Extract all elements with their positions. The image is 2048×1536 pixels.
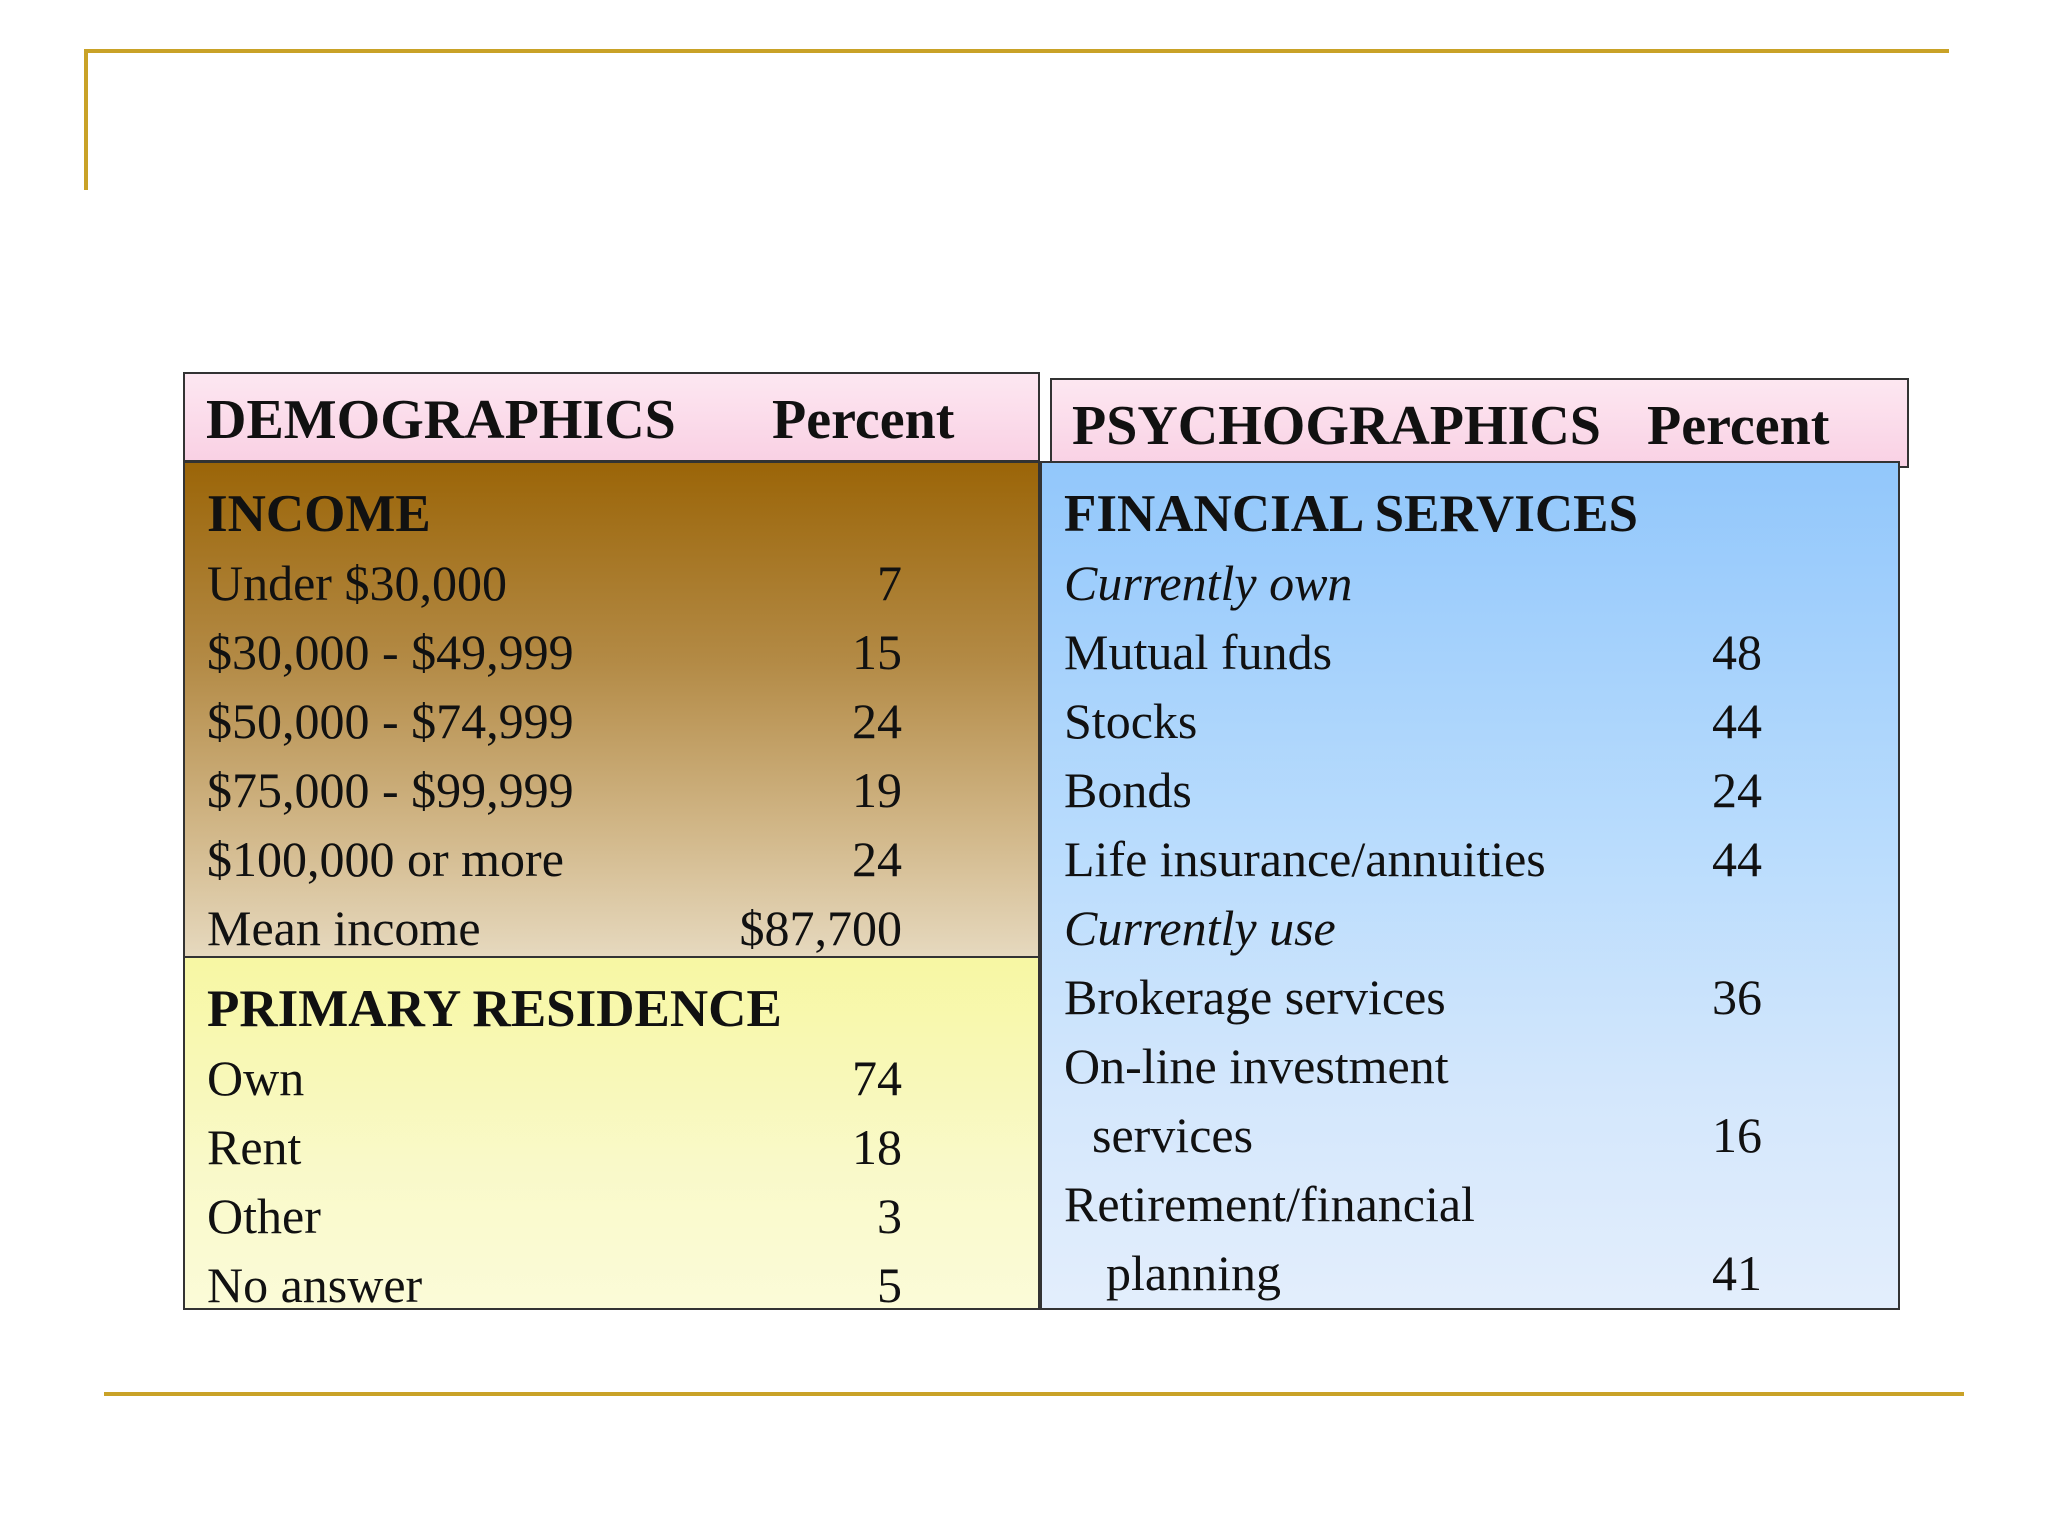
residence-title: PRIMARY RESIDENCE <box>207 980 782 1038</box>
financial-value: 44 <box>1712 693 1762 749</box>
residence-label: Own <box>207 1050 305 1106</box>
table-row <box>1042 618 1898 687</box>
residence-label: Rent <box>207 1119 302 1175</box>
table-row <box>185 894 1038 963</box>
financial-label-continuation: services <box>1092 1107 1254 1163</box>
psychographics-title: PSYCHOGRAPHICS <box>1072 395 1601 457</box>
psychographics-header <box>1050 378 1909 468</box>
table-row <box>185 1044 1038 1113</box>
financial-label: Stocks <box>1064 693 1198 749</box>
residence-value: 18 <box>852 1119 902 1175</box>
residence-section-row <box>185 975 1038 1044</box>
table-row <box>185 825 1038 894</box>
financial-value: 44 <box>1712 831 1762 887</box>
financial-value: 16 <box>1712 1107 1762 1163</box>
table-row <box>185 1113 1038 1182</box>
financial-label: Mutual funds <box>1064 624 1333 680</box>
currently-use-subtitle: Currently use <box>1064 900 1336 956</box>
financial-value: 48 <box>1712 624 1762 680</box>
psychographics-percent-header: Percent <box>1647 395 1830 457</box>
income-value: 24 <box>852 693 902 749</box>
income-label: Under $30,000 <box>207 555 507 611</box>
income-label: $75,000 - $99,999 <box>207 762 574 818</box>
table-row <box>185 549 1038 618</box>
table-row <box>185 1251 1038 1320</box>
residence-value: 74 <box>852 1050 902 1106</box>
income-panel <box>183 461 1040 958</box>
table-row <box>1042 1170 1898 1239</box>
income-label: $50,000 - $74,999 <box>207 693 574 749</box>
income-value: 24 <box>852 831 902 887</box>
table-row <box>1042 687 1898 756</box>
income-label: Mean income <box>207 900 481 956</box>
financial-label: Life insurance/annuities <box>1064 831 1546 887</box>
residence-value: 3 <box>877 1188 902 1244</box>
financial-label: Bonds <box>1064 762 1192 818</box>
residence-label: Other <box>207 1188 321 1244</box>
table-row <box>185 1182 1038 1251</box>
financial-label: On-line investment <box>1064 1038 1449 1094</box>
income-label: $30,000 - $49,999 <box>207 624 574 680</box>
financial-label: Retirement/financial <box>1064 1176 1475 1232</box>
top-accent-line <box>85 49 1949 53</box>
table-row <box>1042 825 1898 894</box>
income-label: $100,000 or more <box>207 831 564 887</box>
financial-value: 24 <box>1712 762 1762 818</box>
currently-own-subtitle: Currently own <box>1064 555 1353 611</box>
table-row <box>1042 1101 1898 1170</box>
subheading-row <box>1042 549 1898 618</box>
demographics-title: DEMOGRAPHICS <box>206 389 676 451</box>
financial-value: 36 <box>1712 969 1762 1025</box>
financial-section-row <box>1042 480 1898 549</box>
bottom-accent-line <box>104 1392 1964 1396</box>
table-row <box>1042 756 1898 825</box>
table-row <box>185 618 1038 687</box>
residence-label: No answer <box>207 1257 423 1313</box>
left-accent-line <box>84 49 88 190</box>
financial-label-continuation: planning <box>1106 1245 1281 1301</box>
income-title: INCOME <box>207 485 431 543</box>
demographics-percent-header: Percent <box>772 389 955 451</box>
financial-services-panel <box>1040 461 1900 1310</box>
income-value: 7 <box>877 555 902 611</box>
table-row <box>1042 1032 1898 1101</box>
table-row <box>1042 963 1898 1032</box>
income-value: 19 <box>852 762 902 818</box>
residence-panel <box>183 956 1040 1313</box>
income-section-row <box>185 480 1038 549</box>
table-row <box>185 687 1038 756</box>
financial-label: Brokerage services <box>1064 969 1446 1025</box>
financial-value: 41 <box>1712 1245 1762 1301</box>
income-value: 15 <box>852 624 902 680</box>
table-row <box>185 756 1038 825</box>
financial-title: FINANCIAL SERVICES <box>1064 485 1638 543</box>
demographics-header <box>183 372 1040 462</box>
subheading-row <box>1042 894 1898 963</box>
income-value: $87,700 <box>739 900 902 956</box>
residence-value: 5 <box>877 1257 902 1313</box>
table-row <box>1042 1239 1898 1308</box>
